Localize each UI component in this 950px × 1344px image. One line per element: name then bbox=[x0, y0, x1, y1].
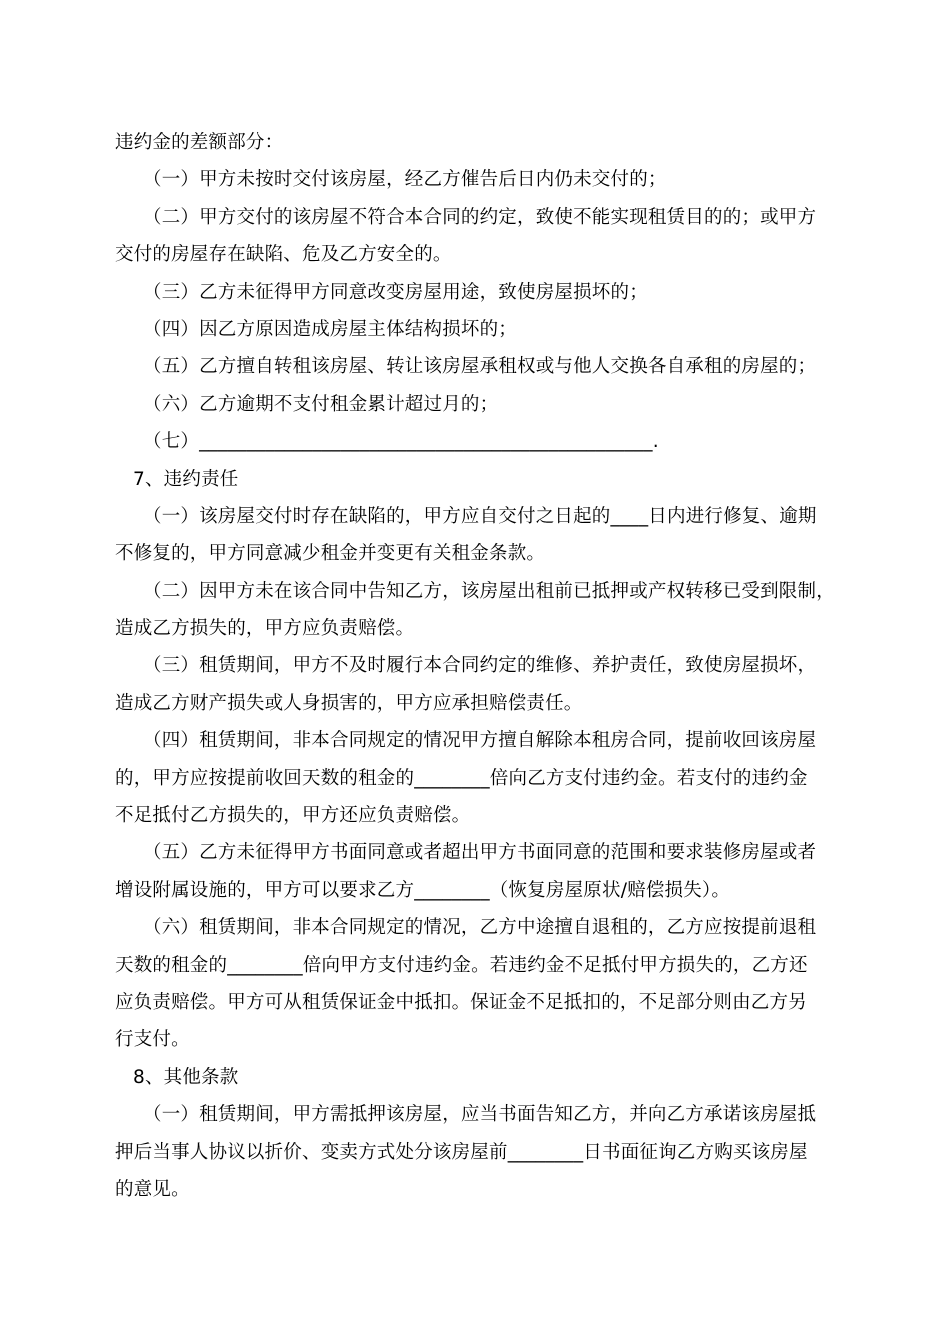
clause-line: （二）因甲方未在该合同中告知乙方，该房屋出租前已抵押或产权转移已受到限制， bbox=[143, 580, 835, 602]
clause-line: （六）租赁期间，非本合同规定的情况，乙方中途擅自退租的，乙方应按提前退租 bbox=[143, 917, 817, 939]
clause-line: （六）乙方逾期不支付租金累计超过月的； bbox=[143, 393, 499, 415]
document-body bbox=[115, 124, 850, 1208]
text-line: 不足抵付乙方损失的，甲方还应负责赔偿。 bbox=[115, 805, 471, 827]
clause-line: （一）甲方未按时交付该房屋，经乙方催告后日内仍未交付的； bbox=[143, 169, 667, 191]
text-line: 行支付。 bbox=[115, 1029, 190, 1051]
clause-line: （七）________________________________________________. bbox=[143, 431, 659, 453]
text-line: 应负责赔偿。甲方可从租赁保证金中抵扣。保证金不足抵扣的，不足部分则由乙方另 bbox=[115, 991, 807, 1013]
clause-line: （五）乙方未征得甲方书面同意或者超出甲方书面同意的范围和要求装修房屋或者 bbox=[143, 842, 817, 864]
text-line: 天数的租金的________倍向甲方支付违约金。若违约金不足抵付甲方损失的，乙方还 bbox=[115, 954, 808, 976]
clause-line: （一）租赁期间，甲方需抵押该房屋，应当书面告知乙方，并向乙方承诺该房屋抵 bbox=[143, 1104, 817, 1126]
clause-line: （三）租赁期间，甲方不及时履行本合同约定的维修、养护责任，致使房屋损坏， bbox=[143, 655, 817, 677]
clause-line: （四）租赁期间，非本合同规定的情况甲方擅自解除本租房合同，提前收回该房屋 bbox=[143, 730, 817, 752]
clause-line: （五）乙方擅自转租该房屋、转让该房屋承租权或与他人交换各自承租的房屋的； bbox=[143, 356, 817, 378]
text-line: 的意见。 bbox=[115, 1178, 190, 1200]
section-heading: 7、违约责任 bbox=[133, 468, 239, 490]
text-line: 押后当事人协议以折价、变卖方式处分该房屋前________日书面征询乙方购买该房屋 bbox=[115, 1141, 808, 1163]
text-line: 交付的房屋存在缺陷、危及乙方安全的。 bbox=[115, 244, 452, 266]
text-line: 违约金的差额部分： bbox=[115, 132, 284, 153]
text-line: 造成乙方损失的，甲方应负责赔偿。 bbox=[115, 618, 415, 640]
text-line: 的，甲方应按提前收回天数的租金的________倍向乙方支付违约金。若支付的违约金 bbox=[115, 767, 808, 789]
clause-line: （一）该房屋交付时存在缺陷的，甲方应自交付之日起的____日内进行修复、逾期 bbox=[143, 505, 817, 527]
clause-line: （四）因乙方原因造成房屋主体结构损坏的； bbox=[143, 318, 518, 340]
text-line: 不修复的，甲方同意减少租金并变更有关租金条款。 bbox=[115, 543, 546, 565]
text-line: 增设附属设施的，甲方可以要求乙方________（恢复房屋原状/赔偿损失）。 bbox=[115, 879, 731, 901]
clause-line: （三）乙方未征得甲方同意改变房屋用途，致使房屋损坏的； bbox=[143, 281, 648, 303]
clause-line: （二）甲方交付的该房屋不符合本合同的约定，致使不能实现租赁目的的；或甲方 bbox=[143, 206, 817, 228]
section-heading: 8、其他条款 bbox=[133, 1066, 239, 1088]
text-line: 造成乙方财产损失或人身损害的，甲方应承担赔偿责任。 bbox=[115, 692, 583, 714]
